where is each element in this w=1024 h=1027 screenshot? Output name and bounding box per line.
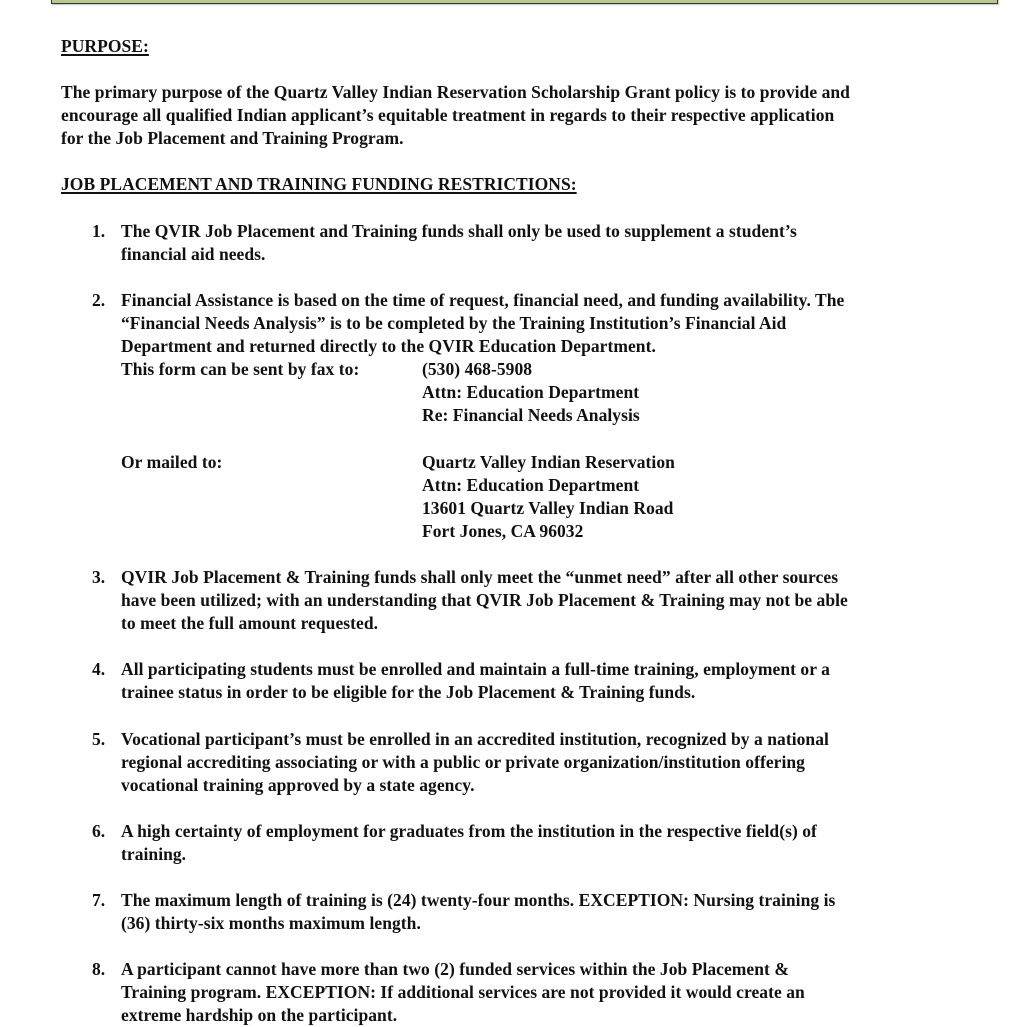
- purpose-line: encourage all qualified Indian applicant’s equitable treatment in regards to their respective application: [61, 105, 835, 125]
- item-number: 3.: [92, 567, 106, 587]
- restriction-item-7: [121, 889, 835, 935]
- item-line: QVIR Job Placement & Training funds shall only meet the “unmet need” after all other sources: [121, 567, 839, 587]
- item-line: have been utilized; with an understanding that QVIR Job Placement & Training may not be able: [121, 590, 848, 610]
- purpose-heading: PURPOSE:: [61, 36, 149, 56]
- item-line: (36) thirty-six months maximum length.: [121, 913, 421, 933]
- item-number: 4.: [92, 659, 106, 679]
- address-line: Attn: Education Department: [422, 475, 640, 495]
- purpose-line: for the Job Placement and Training Program.: [61, 128, 404, 148]
- restriction-item-5: [121, 728, 829, 797]
- restriction-item-1: [121, 220, 797, 266]
- item-line: regional accrediting associating or with a public or private organization/institution offering: [121, 752, 805, 772]
- restriction-item-3: [121, 566, 848, 635]
- mail-address: [422, 451, 675, 543]
- fax-number: (530) 468-5908: [422, 359, 533, 379]
- purpose-paragraph: [61, 81, 850, 150]
- address-line: 13601 Quartz Valley Indian Road: [422, 498, 674, 518]
- purpose-line: The primary purpose of the Quartz Valley Indian Reservation Scholarship Grant policy is to provide and: [61, 82, 850, 102]
- item-line: Department and returned directly to the QVIR Education Department.: [121, 336, 656, 356]
- item-line: A high certainty of employment for graduates from the institution in the respective field(s) of: [121, 821, 817, 841]
- item-line: A participant cannot have more than two (2) funded services within the Job Placement &: [121, 959, 789, 979]
- restriction-item-2: [121, 289, 844, 358]
- fax-details: [422, 358, 640, 427]
- item-line: The QVIR Job Placement and Training funds shall only be used to supplement a student’s: [121, 221, 797, 241]
- fax-re: Re: Financial Needs Analysis: [422, 405, 640, 425]
- item-line: to meet the full amount requested.: [121, 613, 379, 633]
- item-number: 5.: [92, 729, 106, 749]
- item-line: extreme hardship on the participant.: [121, 1005, 398, 1025]
- restriction-item-8: [121, 958, 805, 1027]
- item-number: 1.: [92, 221, 106, 241]
- fax-label: This form can be sent by fax to:: [121, 359, 360, 379]
- restriction-item-4: [121, 658, 830, 704]
- mail-label: Or mailed to:: [121, 452, 223, 472]
- item-number: 6.: [92, 821, 106, 841]
- item-line: vocational training approved by a state agency.: [121, 775, 475, 795]
- fax-attn: Attn: Education Department: [422, 382, 640, 402]
- item-line: training.: [121, 844, 187, 864]
- restriction-item-6: [121, 820, 817, 866]
- address-line: Quartz Valley Indian Reservation: [422, 452, 675, 472]
- item-line: Financial Assistance is based on the time of request, financial need, and funding availability. The: [121, 290, 845, 310]
- item-line: trainee status in order to be eligible for the Job Placement & Training funds.: [121, 682, 696, 702]
- item-number: 2.: [92, 290, 106, 310]
- item-line: Vocational participant’s must be enrolled in an accredited institution, recognized by a national: [121, 729, 829, 749]
- item-number: 7.: [92, 890, 106, 910]
- item-line: All participating students must be enrolled and maintain a full-time training, employment or a: [121, 659, 830, 679]
- address-line: Fort Jones, CA 96032: [422, 521, 584, 541]
- header-banner: [51, 0, 998, 4]
- item-line: Training program. EXCEPTION: If additional services are not provided it would create an: [121, 982, 805, 1002]
- item-line: “Financial Needs Analysis” is to be completed by the Training Institution’s Financial Aid: [121, 313, 787, 333]
- item-line: financial aid needs.: [121, 244, 266, 264]
- item-number: 8.: [92, 959, 106, 979]
- restrictions-heading: JOB PLACEMENT AND TRAINING FUNDING RESTRICTIONS:: [61, 174, 577, 194]
- item-line: The maximum length of training is (24) twenty-four months. EXCEPTION: Nursing training is: [121, 890, 836, 910]
